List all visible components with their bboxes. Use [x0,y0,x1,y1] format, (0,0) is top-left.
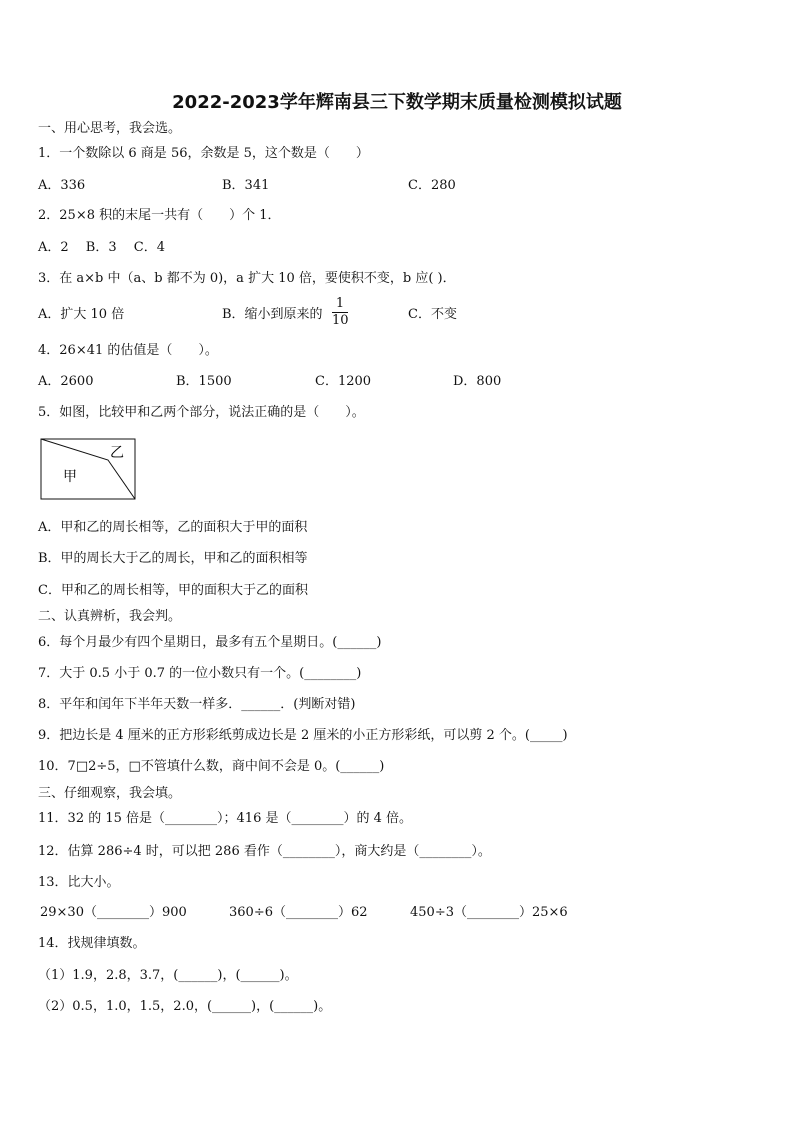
q2-options[interactable]: A．2 B．3 C．4 [38,240,165,255]
label-jia: 甲 [63,469,77,485]
question-7: 7．大于 0.5 小于 0.7 的一位小数只有一个。(________) [38,666,362,681]
question-13: 13．比大小。 [38,875,120,890]
q4-option-c[interactable]: C．1200 [315,374,372,389]
q13-expr-2: 360÷6（________）62 [229,905,368,920]
q5-option-b[interactable]: B．甲的周长大于乙的周长，甲和乙的面积相等 [38,551,308,566]
q4-option-a[interactable]: A．2600 [38,374,94,389]
question-2: 2．25×8 积的末尾一共有（ ）个 1． [38,208,281,223]
q14-part-2: （2）0.5，1.0，1.5，2.0，(______)，(______)。 [38,999,332,1014]
q3-option-c[interactable]: C．不变 [408,307,457,322]
question-8: 8．平年和闰年下半年天数一样多．______．(判断对错) [38,697,356,712]
q13-expr-1: 29×30（________）900 [40,905,187,920]
question-9: 9．把边长是 4 厘米的正方形彩纸剪成边长是 2 厘米的小正方形彩纸，可以剪 2 个。(_____) [38,728,568,743]
question-12: 12．估算 286÷4 时，可以把 286 看作（________），商大约是（________）。 [38,844,491,859]
q3-option-a[interactable]: A．扩大 10 倍 [38,307,125,322]
question-10: 10．7□2÷5，□不管填什么数，商中间不会是 0。(______) [38,759,385,774]
fraction-numerator: 1 [335,296,345,311]
q5-option-c[interactable]: C．甲和乙的周长相等，甲的面积大于乙的面积 [38,583,308,598]
rectangle-diagram [40,438,140,502]
q14-part-1: （1）1.9，2.8，3.7，(______)，(______)。 [38,968,298,983]
q4-option-b[interactable]: B．1500 [176,374,232,389]
section-3-heading: 三、仔细观察，我会填。 [38,786,182,801]
question-6: 6．每个月最少有四个星期日，最多有五个星期日。(______) [38,635,382,650]
question-14: 14．找规律填数。 [38,936,146,951]
q5-option-a[interactable]: A．甲和乙的周长相等，乙的面积大于甲的面积 [38,520,308,535]
q4-option-d[interactable]: D．800 [453,374,502,389]
question-1: 1．一个数除以 6 商是 56，余数是 5，这个数是（ ） [38,146,369,161]
section-1-heading: 一、用心思考，我会选。 [38,121,182,136]
q3-fraction [332,297,348,328]
page-title: 2022-2023学年辉南县三下数学期末质量检测模拟试题 [172,92,622,113]
q5-figure [40,438,140,506]
question-3: 3．在 a×b 中（a、b 都不为 0)，a 扩大 10 倍，要使积不变，b 应( )． [38,271,456,286]
question-4: 4．26×41 的估值是（ ）。 [38,343,218,358]
label-yi: 乙 [110,445,124,461]
section-2-heading: 二、认真辨析，我会判。 [38,609,182,624]
question-5: 5．如图，比较甲和乙两个部分，说法正确的是（ ）。 [38,405,365,420]
q1-option-c[interactable]: C．280 [408,178,456,193]
q1-option-b[interactable]: B．341 [222,178,270,193]
fraction-denominator: 10 [332,313,349,328]
q3-option-b[interactable]: B．缩小到原来的 [222,307,323,322]
question-11: 11．32 的 15 倍是（________）；416 是（________）的 4 倍。 [38,811,413,826]
q13-expr-3: 450÷3（________）25×6 [410,905,568,920]
q1-option-a[interactable]: A．336 [38,178,86,193]
